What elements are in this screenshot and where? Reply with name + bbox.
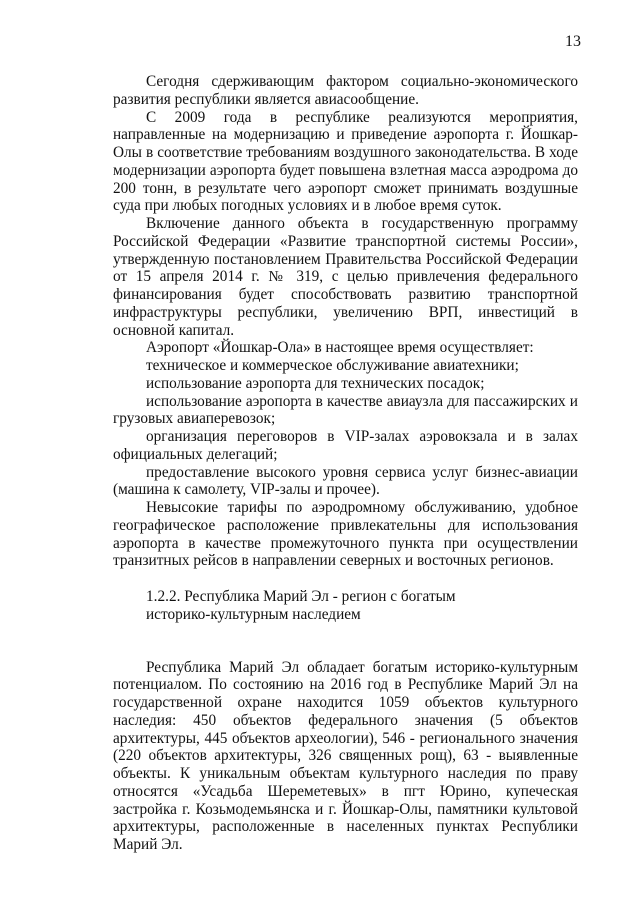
paragraph: Включение данного объекта в государственную программу Российской Федерации «Развитие транспортной системы России», утвержденную постановлением Правительства Российской Федерации от 15 апреля 2014 г. № 319, с целью привлечения федерального финансирования будет способствовать развитию транспортной инфраструктуры республики, увеличению ВРП, инвестиций в основной капитал. <box>113 215 578 339</box>
list-item: предоставление высокого уровня сервиса услуг бизнес-авиации (машина к самолету, VIP-залы и прочее). <box>113 463 578 499</box>
spacer <box>113 624 578 659</box>
list-item: использование аэропорта в качестве авиаузла для пассажирских и грузовых авиаперевозок; <box>113 392 578 428</box>
paragraph: Сегодня сдерживающим фактором социально-экономического развития республики является авиасообщение. <box>113 73 578 108</box>
paragraph: Аэропорт «Йошкар-Ола» в настоящее время осуществляет: <box>146 339 534 357</box>
paragraph: Невысокие тарифы по аэродромному обслуживанию, удобное географическое расположение привлекательны для использования аэропорта в качестве промежуточного пункта при осуществлении транзитных рейсов в направлении северных и восточных регионов. <box>113 499 578 570</box>
list-item: использование аэропорта для технических посадок; <box>146 374 485 392</box>
section-heading-line-1: 1.2.2. Республика Марий Эл - регион с богатым <box>146 588 456 605</box>
section-heading-line-2: историко-культурным наследием <box>146 605 361 623</box>
document-body <box>113 73 578 854</box>
paragraph: С 2009 года в республике реализуются мероприятия, направленные на модернизацию и приведение аэропорта г. Йошкар-Олы в соответствие требованиям воздушного законодательства. В ходе модернизации аэропорта будет повышена взлетная масса аэродрома до 200 тонн, в результате чего аэропорт сможет принимать воздушные суда при любых погодных условиях и в любое время суток. <box>113 108 578 215</box>
spacer <box>113 570 578 588</box>
list-item: организация переговоров в VIP-залах аэровокзала и в залах официальных делегаций; <box>113 428 578 463</box>
paragraph: Республика Марий Эл обладает богатым историко-культурным потенциалом. По состоянию на 2016 год в Республике Марий Эл на государственной охране находится 1059 объектов культурного наследия: 450 объектов федерального значения (5 объектов архитектуры, 445 объектов археологии), 546 - регионального значения (220 объектов архитектуры, 326 священных рощ), 63 - выявленные объекты. К уникальным объектам культурного наследия по праву относятся «Усадьба Шереметевых» в пгт Юрино, купеческая застройка г. Козьмодемьянска и г. Йошкар-Олы, памятники культовой архитектуры, расположенные в населенных пунктах Республики Марий Эл. <box>113 658 578 853</box>
page-number: 13 <box>565 33 581 50</box>
list-item: техническое и коммерческое обслуживание авиатехники; <box>146 357 519 374</box>
